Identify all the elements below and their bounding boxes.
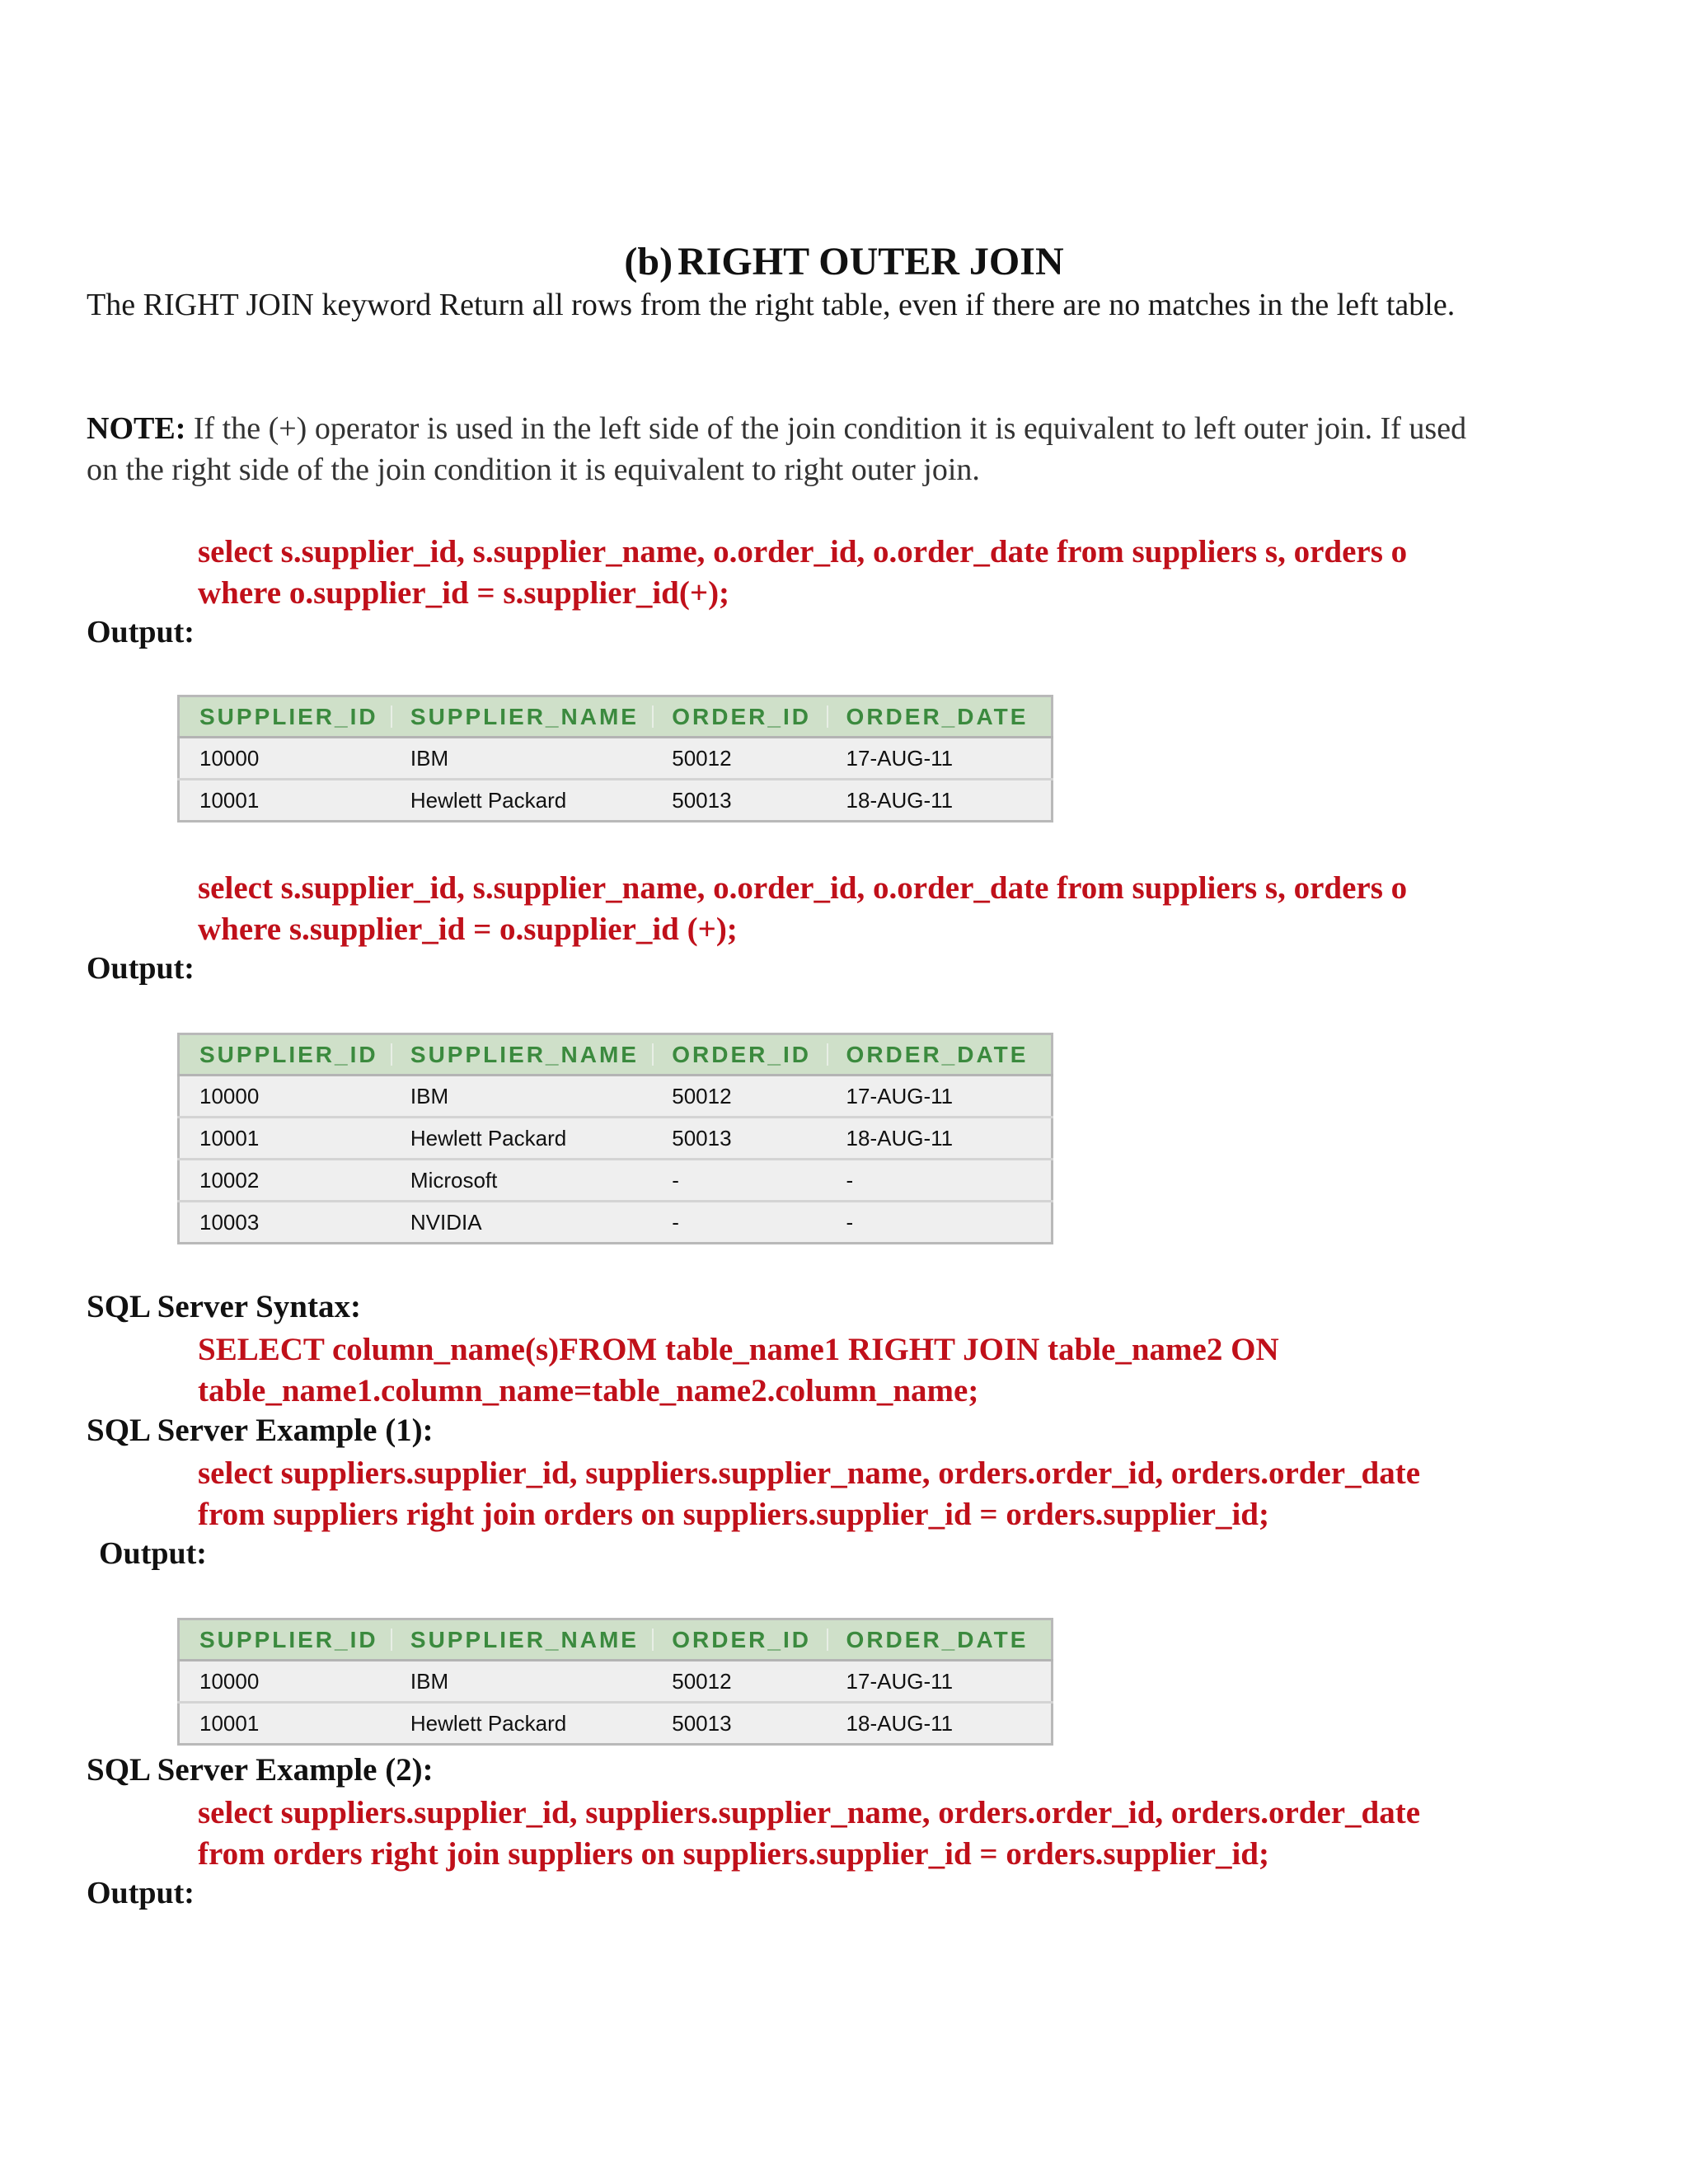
table-cell: IBM — [391, 738, 652, 780]
table-cell: Hewlett Packard — [391, 1703, 652, 1745]
table-row — [179, 1202, 1053, 1244]
table-row — [179, 780, 1053, 822]
column-header-order-id: ORDER_ID — [652, 696, 826, 738]
note-paragraph — [87, 408, 1488, 490]
table-cell: 17-AUG-11 — [827, 1076, 1053, 1118]
table-row — [179, 1661, 1053, 1703]
table-cell: - — [827, 1202, 1053, 1244]
syntax-heading: SQL Server Syntax: — [87, 1289, 361, 1324]
table-cell: 10000 — [179, 1076, 391, 1118]
note-label: NOTE: — [87, 411, 186, 446]
column-header-order-date: ORDER_DATE — [827, 1619, 1053, 1661]
column-header-supplier-name: SUPPLIER_NAME — [391, 696, 652, 738]
table-row — [179, 738, 1053, 780]
output-label: Output: — [87, 615, 195, 649]
table-cell: 18-AUG-11 — [827, 1703, 1053, 1745]
column-header-supplier-id: SUPPLIER_ID — [179, 1619, 391, 1661]
table-cell: Hewlett Packard — [391, 1118, 652, 1160]
table-cell: 10003 — [179, 1202, 391, 1244]
example2-line1: select suppliers.supplier_id, suppliers.supplier_name, orders.order_id, orders.order_date — [198, 1795, 1421, 1830]
note-text: If the (+) operator is used in the left side of the join condition it is equivalent to left outer join. If used on the right side of the join condition it is equivalent to right outer join. — [87, 411, 1467, 487]
syntax-line2: table_name1.column_name=table_name2.column_name; — [198, 1373, 979, 1408]
example2-line2: from orders right join suppliers on suppliers.supplier_id = orders.supplier_id; — [198, 1836, 1269, 1872]
column-header-order-id: ORDER_ID — [652, 1034, 826, 1076]
result-table-1 — [177, 695, 1053, 823]
table-cell: 18-AUG-11 — [827, 1118, 1053, 1160]
table-row — [179, 1118, 1053, 1160]
table-header-row — [179, 1619, 1053, 1661]
output-label: Output: — [87, 951, 195, 986]
table-cell: 17-AUG-11 — [827, 738, 1053, 780]
column-header-supplier-name: SUPPLIER_NAME — [391, 1034, 652, 1076]
table-cell: - — [652, 1202, 826, 1244]
table-header-row — [179, 696, 1053, 738]
table-cell: 10001 — [179, 1118, 391, 1160]
output-label: Output: — [87, 1876, 195, 1910]
table-cell: 10001 — [179, 1703, 391, 1745]
column-header-order-date: ORDER_DATE — [827, 1034, 1053, 1076]
table-cell: 10001 — [179, 780, 391, 822]
table-cell: - — [652, 1160, 826, 1202]
example1-line1: select suppliers.supplier_id, suppliers.supplier_name, orders.order_id, orders.order_date — [198, 1455, 1421, 1491]
table-cell: 50013 — [652, 1118, 826, 1160]
table-cell: IBM — [391, 1076, 652, 1118]
table-cell: - — [827, 1160, 1053, 1202]
table-cell: 50012 — [652, 1076, 826, 1118]
table-header-row — [179, 1034, 1053, 1076]
table-cell: 50013 — [652, 1703, 826, 1745]
syntax-line1: SELECT column_name(s)FROM table_name1 RIGHT JOIN table_name2 ON — [198, 1332, 1279, 1367]
result-table-3 — [177, 1618, 1053, 1746]
table-cell: NVIDIA — [391, 1202, 652, 1244]
table-cell: 50012 — [652, 1661, 826, 1703]
table-cell: 10002 — [179, 1160, 391, 1202]
table-row — [179, 1160, 1053, 1202]
query2-line1: select s.supplier_id, s.supplier_name, o.order_id, o.order_date from suppliers s, orders o — [198, 870, 1408, 906]
column-header-supplier-name: SUPPLIER_NAME — [391, 1619, 652, 1661]
query1-line2: where o.supplier_id = s.supplier_id(+); — [198, 575, 730, 611]
column-header-order-id: ORDER_ID — [652, 1619, 826, 1661]
table-cell: 10000 — [179, 738, 391, 780]
table-cell: 18-AUG-11 — [827, 780, 1053, 822]
section-number: (b) — [624, 240, 673, 284]
example1-line2: from suppliers right join orders on suppliers.supplier_id = orders.supplier_id; — [198, 1497, 1269, 1532]
table-cell: Microsoft — [391, 1160, 652, 1202]
column-header-supplier-id: SUPPLIER_ID — [179, 1034, 391, 1076]
intro-paragraph: The RIGHT JOIN keyword Return all rows from the right table, even if there are no matches in the left table. — [87, 288, 1456, 322]
output-label: Output: — [99, 1536, 207, 1571]
table-row — [179, 1076, 1053, 1118]
query1-line1: select s.supplier_id, s.supplier_name, o.order_id, o.order_date from suppliers s, orders o — [198, 534, 1408, 569]
example2-heading: SQL Server Example (2): — [87, 1752, 434, 1788]
example1-heading: SQL Server Example (1): — [87, 1413, 434, 1448]
table-cell: 50012 — [652, 738, 826, 780]
table-cell: 50013 — [652, 780, 826, 822]
table-cell: 10000 — [179, 1661, 391, 1703]
column-header-order-date: ORDER_DATE — [827, 696, 1053, 738]
table-row — [179, 1703, 1053, 1745]
table-cell: IBM — [391, 1661, 652, 1703]
table-cell: Hewlett Packard — [391, 780, 652, 822]
section-title — [0, 239, 1688, 284]
result-table-2 — [177, 1033, 1053, 1244]
query2-line2: where s.supplier_id = o.supplier_id (+); — [198, 912, 738, 947]
table-cell: 17-AUG-11 — [827, 1661, 1053, 1703]
section-title-text: RIGHT OUTER JOIN — [678, 240, 1064, 284]
column-header-supplier-id: SUPPLIER_ID — [179, 696, 391, 738]
